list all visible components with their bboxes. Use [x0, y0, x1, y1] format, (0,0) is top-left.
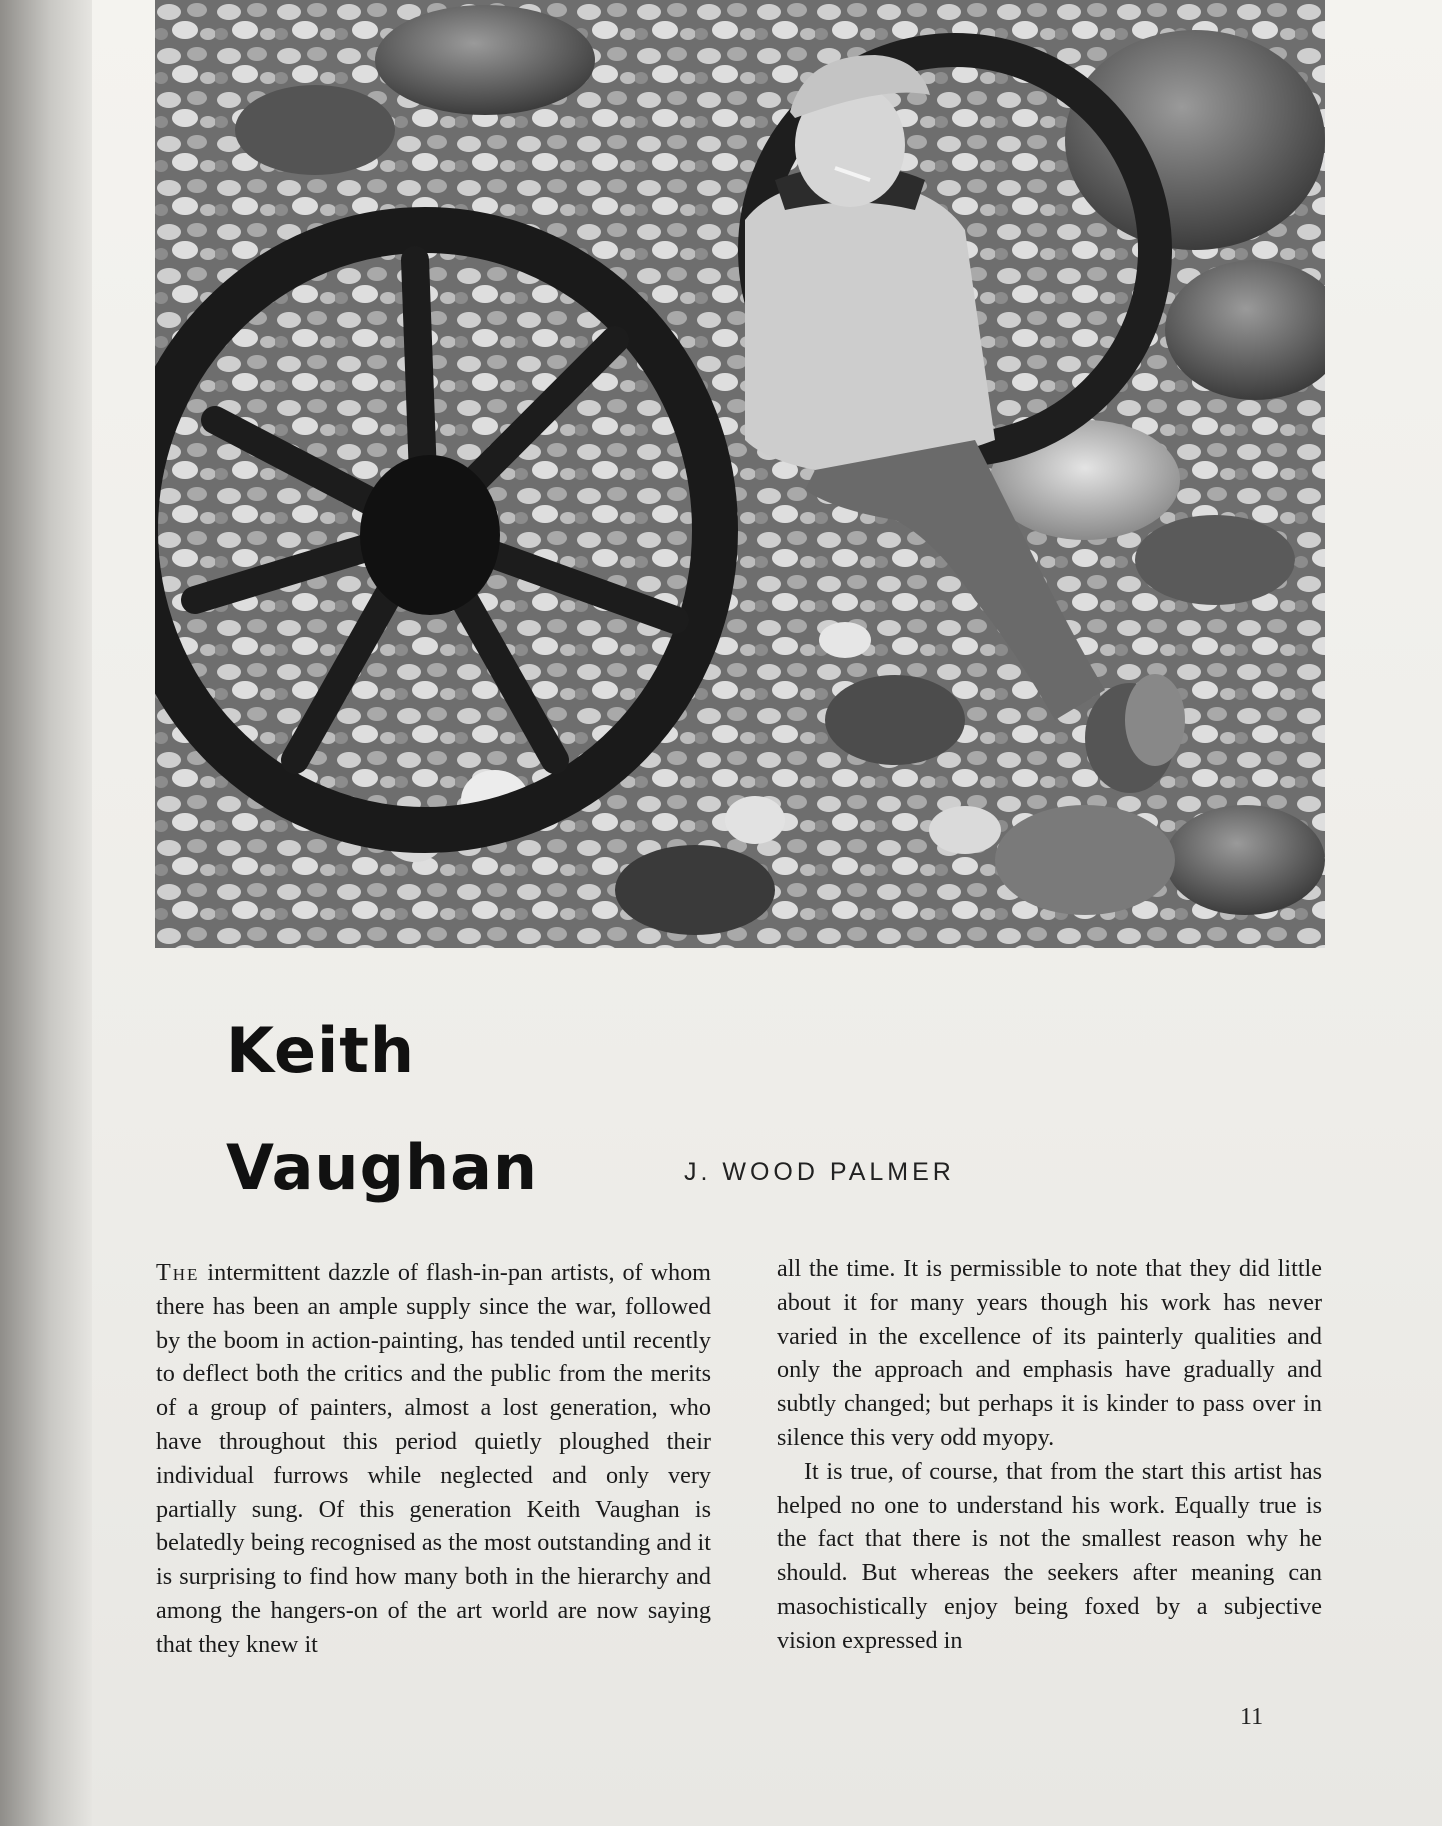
article-paragraph — [156, 1256, 711, 1662]
article-paragraph-2: It is true, of course, that from the start this artist has helped no one to understand his work. Equally true is the fact that there is not the smallest reason why he should. But whereas the seekers after meaning can masochistically enjoy being foxed by a subjective vision expressed in — [777, 1457, 1322, 1654]
binding-shadow — [0, 0, 92, 1826]
photo-of-man-icon — [155, 0, 1325, 948]
article-photo — [155, 0, 1325, 948]
article-title-line2: Vaughan — [226, 1131, 539, 1204]
col1-text: intermittent dazzle of flash-in-pan artists, of whom there has been an ample supply since the war, followed by the boom in action-painting, has tended until recently to deflect both the critics and the public from the merits of a group of painters, almost a lost generation, who have throughout this period quietly ploughed their individual furrows while neglected and only very partially sung. Of this generation Keith Vaughan is belatedly being recognised as the most outstanding and it is surprising to find how many both in the hierarchy and among the hangers-on of the art world are now saying that they knew it — [156, 1259, 712, 1658]
article-column-right — [777, 1252, 1322, 1658]
article-byline: J. WOOD PALMER — [684, 1158, 955, 1186]
article-column-left — [156, 1256, 711, 1662]
page-number: 11 — [1240, 1704, 1264, 1730]
lead-word: The — [156, 1259, 200, 1286]
article-title-line1: Keith — [226, 1014, 416, 1087]
article-paragraph-1: all the time. It is permissible to note that they did little about it for many years though his work has never varied in the excellence of its painterly qualities and only the approach and emphasis have gradually and subtly changed; but perhaps it is kinder to pass over in silence this very odd myopy. — [777, 1255, 1322, 1451]
